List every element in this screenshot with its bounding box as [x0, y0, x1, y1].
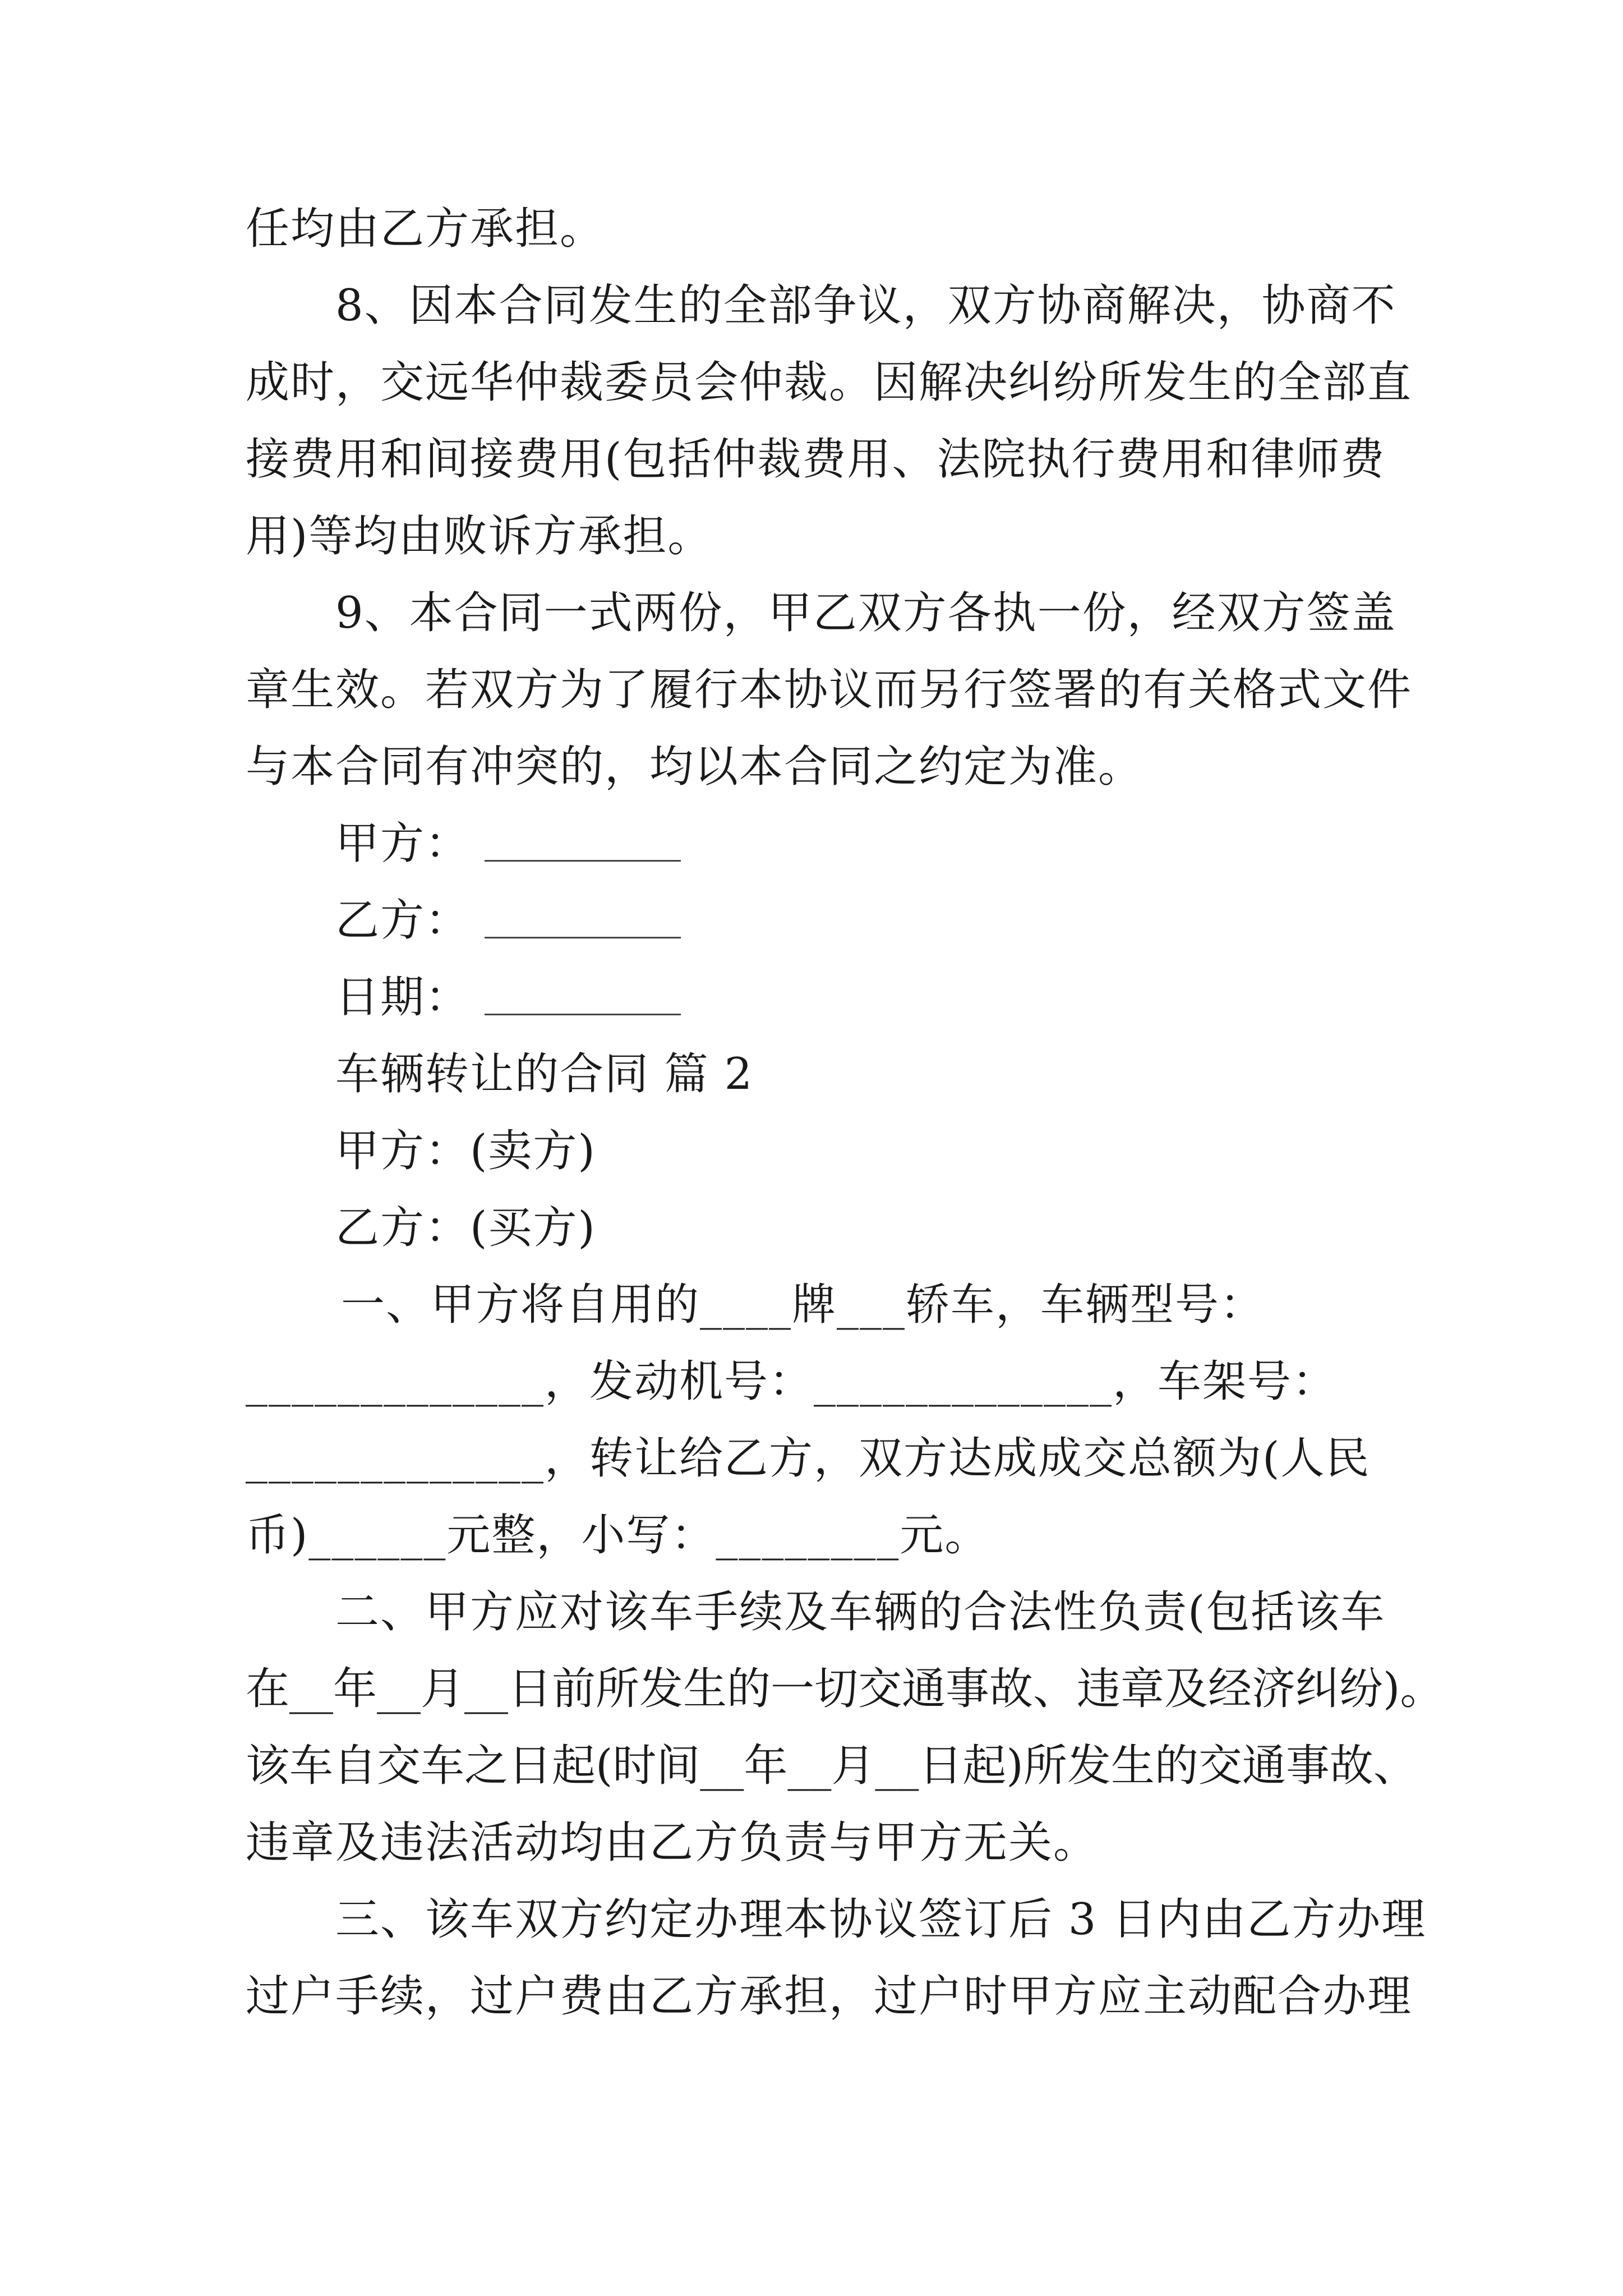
signature-party-a-label: 甲方：	[335, 818, 471, 869]
clause-1-line-2: _____________，发动机号：_____________，车架号：	[246, 1356, 1338, 1407]
signature-date-label: 日期：	[335, 972, 471, 1023]
clause-9-line-3: 与本合同有冲突的，均以本合同之约定为准。	[246, 742, 1144, 792]
signature-party-a	[246, 806, 1384, 882]
clause-2-line-3: 该车自交车之日起(时间__年__月__日起)所发生的交通事故、	[246, 1741, 1417, 1791]
clause-9-line-1: 9、本合同一式两份，甲乙双方各执一份，经双方签盖	[335, 588, 1396, 638]
clause-8-line-3: 接费用和间接费用(包括仲裁费用、法院执行费用和律师费	[246, 434, 1386, 485]
clause-1-line-3: _____________，转让给乙方，双方达成成交总额为(人民	[246, 1433, 1371, 1484]
signature-party-b	[246, 882, 1384, 959]
section-party-a: 甲方：(卖方)	[335, 1126, 596, 1176]
signature-blank	[485, 826, 681, 862]
clause-2-line-1: 二、甲方应对该车手续及车辆的合法性负责(包括该车	[335, 1587, 1386, 1637]
clause-8-line-2: 成时，交远华仲裁委员会仲裁。因解决纠纷所发生的全部直	[246, 357, 1413, 408]
clause-3-line-1: 三、该车双方约定办理本协议签订后 3 日内由乙方办理	[335, 1894, 1427, 1945]
signature-date	[246, 959, 1384, 1036]
clause-8-line-1: 8、因本合同发生的全部争议，双方协商解决，协商不	[335, 280, 1396, 331]
signature-blank	[485, 903, 681, 938]
signature-blank	[485, 980, 681, 1015]
section-party-b: 乙方：(买方)	[335, 1203, 596, 1253]
clause-1-line-4: 币)______元整，小写：________元。	[246, 1510, 990, 1561]
clause-1-line-1: 一、甲方将自用的____牌___轿车，车辆型号：	[341, 1280, 1265, 1330]
clause-8-line-4: 用)等均由败诉方承担。	[246, 511, 713, 562]
signature-party-b-label: 乙方：	[335, 895, 471, 946]
section-title: 车辆转让的合同 篇 2	[335, 1049, 754, 1099]
clause-2-line-2: 在__年__月__日前所发生的一切交通事故、违章及经济纠纷)。	[246, 1664, 1444, 1714]
clause-2-line-4: 违章及违法活动均由乙方负责与甲方无关。	[246, 1818, 1099, 1868]
document-body	[246, 191, 1444, 2035]
clause-3-line-2: 过户手续，过户费由乙方承担，过户时甲方应主动配合办理	[246, 1971, 1413, 2022]
text-line: 任均由乙方承担。	[246, 204, 605, 254]
clause-9-line-2: 章生效。若双方为了履行本协议而另行签署的有关格式文件	[246, 665, 1413, 715]
